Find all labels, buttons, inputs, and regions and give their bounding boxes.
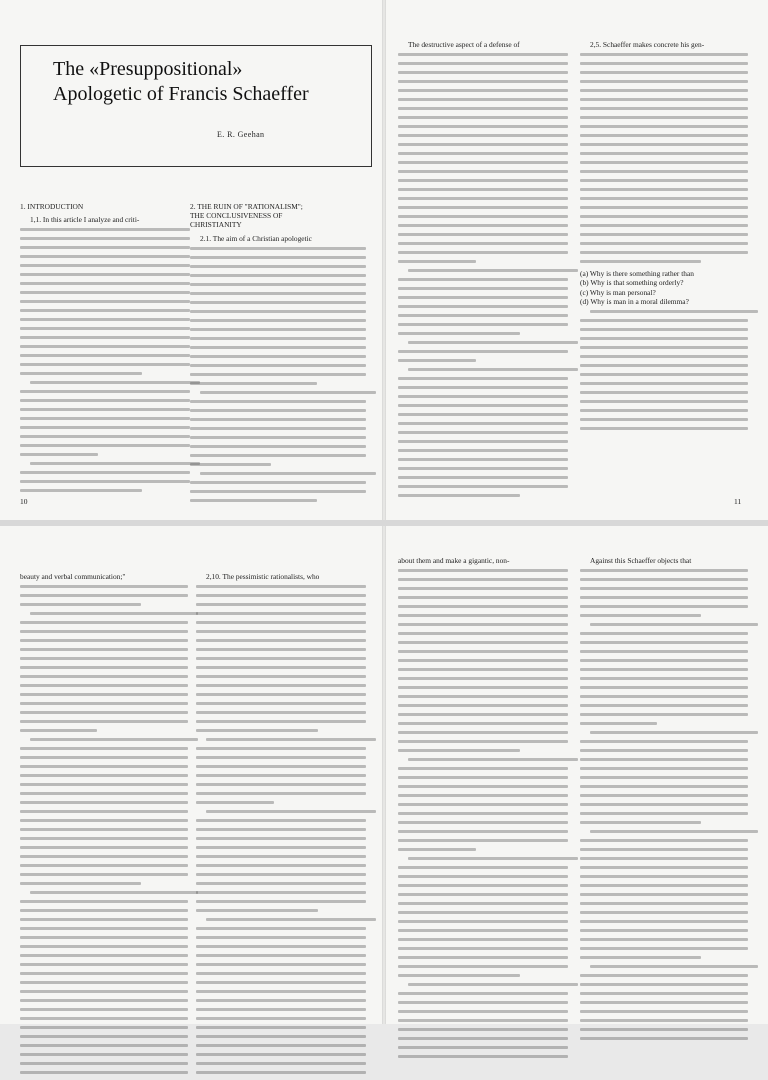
intro-heading: 1. INTRODUCTION <box>20 202 84 211</box>
p13-right-body <box>580 569 748 1040</box>
intro-paragraph-body <box>20 228 190 492</box>
intro-first-line: 1,1. In this article I analyze and criti- <box>30 215 140 225</box>
article-title-line-2: Apologetic of Francis Schaeffer <box>53 83 309 105</box>
p13-right-column <box>580 556 748 1046</box>
p11-left-first-line: The destructive aspect of a defense of <box>408 40 520 49</box>
page-12 <box>0 526 384 1024</box>
ruin-first-line: 2.1. The aim of a Christian apologetic <box>200 233 312 243</box>
p13-left-first-line: about them and make a gigantic, non- <box>398 556 510 565</box>
intro-column <box>20 202 190 498</box>
ruin-heading-line-3: CHRISTIANITY <box>190 220 242 230</box>
spread-top <box>0 0 768 520</box>
spread-bottom <box>0 526 768 1024</box>
page-13 <box>384 526 768 1024</box>
article-title <box>53 57 309 107</box>
p11-right-body-top <box>580 53 748 263</box>
p12-right-first-line: 2,10. The pessimistic rationalists, who <box>206 572 320 581</box>
article-title-line-1: The «Presuppositional» <box>53 58 243 80</box>
question-list-item-b: (b) Why is that something orderly? <box>580 278 684 288</box>
p11-right-column <box>580 40 748 436</box>
p11-right-body-bottom <box>580 310 748 430</box>
page-11 <box>384 0 768 520</box>
p12-left-first-line: beauty and verbal communication;" <box>20 572 126 581</box>
p12-left-column <box>20 572 188 1080</box>
p11-left-column <box>398 40 568 503</box>
ruin-column <box>190 202 366 508</box>
p12-left-body <box>20 585 188 1074</box>
p11-left-body <box>398 53 568 497</box>
p11-right-first-line: 2,5. Schaeffer makes concrete his gen- <box>590 40 705 49</box>
page-number: 10 <box>20 497 28 506</box>
p13-left-body <box>398 569 568 1058</box>
ruin-heading <box>190 202 366 230</box>
question-list-item-c: (c) Why is man personal? <box>580 287 656 297</box>
ruin-heading-line-2: THE CONCLUSIVENESS OF <box>190 211 283 221</box>
ruin-paragraph-body <box>190 247 366 502</box>
p13-left-column <box>398 556 568 1064</box>
p12-right-column <box>196 572 366 1080</box>
question-list-item-d: (d) Why is man in a moral dilemma? <box>580 296 689 306</box>
p13-right-first-line: Against this Schaeffer objects that <box>590 556 692 565</box>
question-list-item-a: (a) Why is there something rather than <box>580 269 694 279</box>
ruin-heading-line-1: 2. THE RUIN OF "RATIONALISM"; <box>190 202 303 211</box>
page-10 <box>0 0 384 520</box>
article-author: E. R. Geehan <box>217 130 265 139</box>
title-box <box>20 45 372 167</box>
page-number: 11 <box>734 497 742 506</box>
p12-right-body <box>196 585 366 1074</box>
